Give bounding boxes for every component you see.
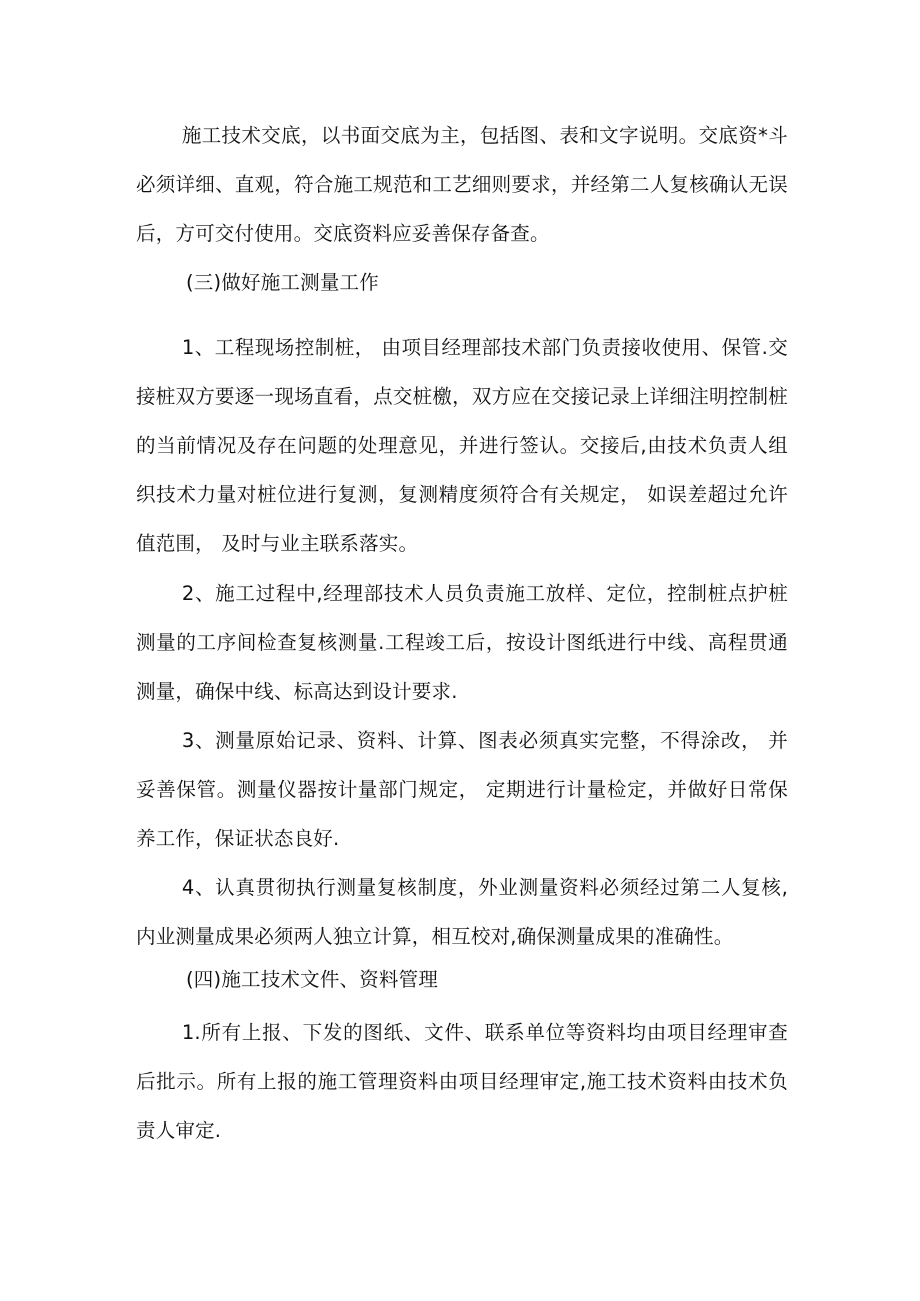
paragraph-construction-layout: 2、施工过程中,经理部技术人员负责施工放样、定位，控制桩点护桩测量的工序间检查复核测量.工程竣工后，按设计图纸进行中线、高程贯通测量，确保中线、标高达到设计要求. <box>136 582 788 703</box>
paragraph-control-piles: 1、工程现场控制桩， 由项目经理部技术部门负责接收使用、保管.交接桩双方要逐一现场直看，点交桩檄，双方应在交接记录上详细注明控制桩的当前情况及存在问题的处理意见，并进行签认。交接后,由技术负责人组织技术力量对桩位进行复测，复测精度须符合有关规定， 如误差超过允许值范围， 及时与业主联系落实。 <box>136 336 788 555</box>
paragraph-document-approval: 1.所有上报、下发的图纸、文件、联系单位等资料均由项目经理审查后批示。所有上报的施工管理资料由项目经理审定,施工技术资料由技术负责人审定. <box>136 1021 788 1142</box>
paragraph-survey-verification: 4、认真贯彻执行测量复核制度，外业测量资料必须经过第二人复核,内业测量成果必须两人独立计算，相互校对,确保测量成果的准确性。 <box>136 876 788 948</box>
paragraph-survey-records: 3、测量原始记录、资料、计算、图表必须真实完整，不得涂改， 并妥善保管。测量仪器按计量部门规定， 定期进行计量检定，并做好日常保养工作，保证状态良好. <box>136 729 788 850</box>
section-heading-survey-work: (三)做好施工测量工作 <box>186 271 379 294</box>
paragraph-technical-disclosure: 施工技术交底，以书面交底为主，包括图、表和文字说明。交底资*斗必须详细、直观，符合施工规范和工艺细则要求，并经第二人复核确认无误后，方可交付使用。交底资料应妥善保存备查。 <box>136 124 788 245</box>
section-heading-document-management: (四)施工技术文件、资料管理 <box>186 968 439 991</box>
